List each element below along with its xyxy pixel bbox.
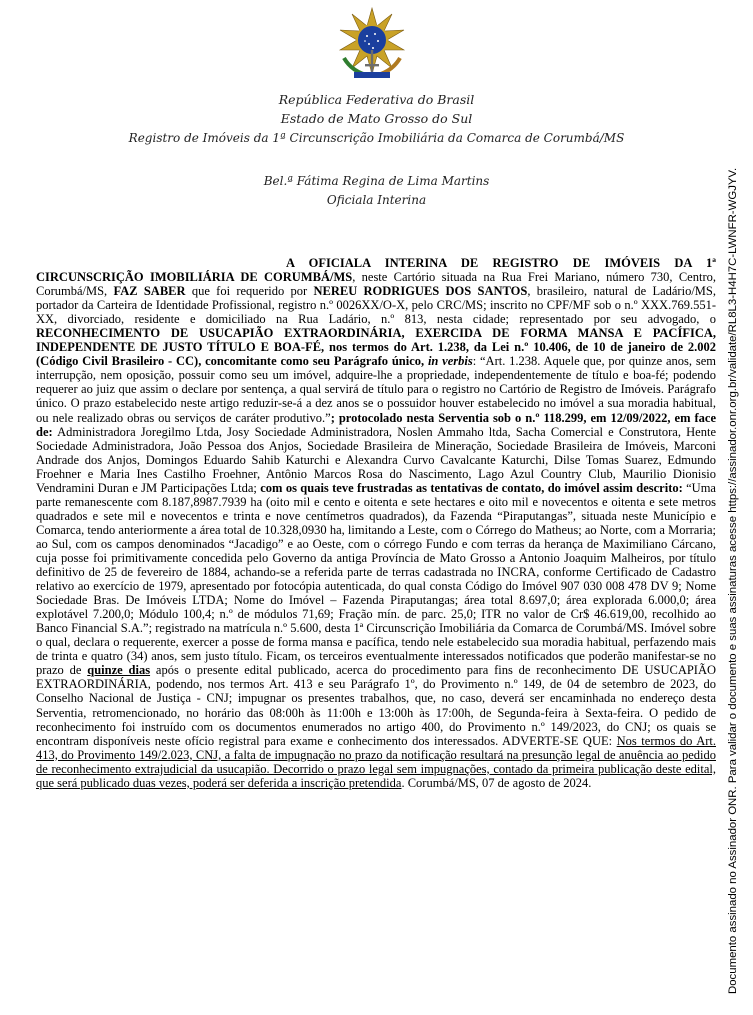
closing-date: . Corumbá/MS, 07 de agosto de 2024.	[401, 775, 592, 790]
faz-saber: FAZ SABER	[113, 284, 186, 299]
applicant-details: , brasileiro, natural de Ladário/MS, portador da Carteira de Identidade Profissional, registro n.º 0026XX/O-X, pelo CRC/MS; inscrito no CPF/MF sob o n.º XXX.769.551-XX, divorciado, residente e domiciliado na Rua Ladário, n.º 813, nesta cidade; representado por seu advogado, o	[36, 284, 716, 327]
header-state: Estado de Mato Grosso do Sul	[280, 111, 473, 126]
in-verbis: in verbis	[427, 354, 473, 369]
property-description: “Uma parte remanescente com 8.187,8987.7939 ha (oito mil e cento e oitenta e sete hectares e oito mil e novecentos e oitenta e sete metros quadrados e sete mil e novecentos e trinta e nove centímetros quadrados), da Fazenda “Piraputangas”, situada neste Município e Comarca, tendo anteriormente a área total de 10.328,0930 ha, limitando a Leste, com o Córrego do Matheus; ao Norte, com a Morraria; ao Sul, com os campos denominados “Jacadigo” e ao Oeste, com o córrego Fundo e com terras da herança de Maximiliano Cárcano, cuja posse foi primitivamente concedida pelo Governo da antiga Província de Mato Grosso a Antonio Joaquim Malheiros, por título definitivo de 25 de fevereiro de 1884, achando-se a referida parte de terras cadastrada no INCRA, conforme Certificado de Cadastro relativo ao exercício de 1979, apresentado por fotocópia autenticada, do qual consta Código do Imóvel 907 030 008 478 DV 9; Nome Sociedade Bras. De Imóveis LTDA; Nome do Imóvel – Fazenda Piraputangas; área total 8.697,0; área explorada 6.000,0; área explotável 7.200,0; Módulo 100,4; n.º de módulos 71,69; Fração mín. de parc. 25,0; ITR no valor de Cr$ 46.619,00, recolhido ao Banco Financial S.A.”; registrado na matrícula n.º 5.600, desta 1ª Circunscrição Imobiliária da Comarca de Corumbá/MS. Imóvel sobre o qual, declara o requerente, exercer a posse de forma mansa e pacífica, tendo nele estabelecido sua moradia habitual, perfazendo mais de trinta e quatro (34) anos, sem justo título. Ficam, os terceiros eventualmente interessados notificados que poderão manifestar-se no prazo de	[36, 480, 716, 678]
warning-text: Nos termos do Art. 413, do Provimento 149/2.023, CNJ, a falta de impugnação no prazo da notificação resultará na presunção legal de anuência ao pedido de reconhecimento extrajudicial da usucapião. Decorrido o prazo legal sem impugnações, contado da primeira publicação deste edital, que será publicado duas vezes, poderá ser deferida a inscrição pretendida	[36, 733, 716, 790]
signature-validation-note: Documento assinado no Assinador ONR. Para validar o documento e suas assinaturas acesse https://assinador.onr.org.br/validate/RL8L3-H4H7C-LWNFR-WGJYV.	[727, 167, 739, 994]
issuer-heading: A OFICIALA INTERINA DE REGISTRO DE IMÓVEIS DA 1ª CIRCUNSCRIÇÃO IMOBILIÁRIA DE CORUMBÁ/MS	[36, 256, 716, 285]
header-registry: Registro de Imóveis da 1ª Circunscrição Imobiliária da Comarca de Corumbá/MS	[128, 131, 625, 145]
request-title: RECONHECIMENTO DE USUCAPIÃO EXTRAORDINÁRIA, EXERCIDA DE FORMA MANSA E PACÍFICA, INDEPENDENTE DE JUSTO TÍTULO E BOA-FÉ, nos termos do Art. 1.238, da Lei n.º 10.406, de 10 de janeiro de 2.002 (Código Civil Brasileiro - CC), concomitante como seu Parágrafo único,	[36, 326, 716, 369]
deadline-quinze-dias: quinze dias	[87, 663, 151, 678]
property-intro: com os quais teve frustradas as tentativas de contato, do imóvel assim descrito:	[260, 480, 683, 495]
brazil-coat-of-arms-icon	[334, 6, 410, 82]
procedure-text: após o presente edital publicado, acerca do procedimento para fins de reconhecimento DE USUCAPIÃO EXTRAORDINÁRIA, podendo, nos termos Art. 413 e seu Parágrafo 1º, do Provimento n.º 149, de 04 de setembro de 2023, do Conselho Nacional de Justiça - CNJ; impugnar os presentes trabalhos, que, no caso, deverá ser encaminhada no endereço desta Serventia, retromencionado, no horário das 08:00h às 11:00h e 13:00h às 17:00h, de Segunda-feira à Sexta-feira. O pedido de reconhecimento foi instruído com os documentos enumerados no artigo 400, do Provimento n.º 149/2023, do CNJ; os quais se encontram disponíveis neste ofício registral para exame e conhecimento dos interessados. ADVERTE-SE QUE:	[36, 663, 717, 748]
header-republic: República Federativa do Brasil	[278, 92, 475, 107]
body-text-segment: , neste Cartório situada na Rua Frei Mariano, número 730, Centro, Corumbá/MS,	[36, 270, 716, 299]
protocol-info: ; protocolado nesta Serventia sob o n.º 118.299, em 12/09/2022, em face de:	[36, 410, 716, 439]
article-quote: : “Art. 1.238. Aquele que, por quinze anos, sem interrupção, nem oposição, possuir como seu um imóvel, adquire-lhe a propriedade, independentemente de título e boa-fé; podendo requerer ao juiz que assim o declare por sentença, a qual servirá de título para o registro no Cartório de Registro de Imóveis. Parágrafo único. O prazo estabelecido neste artigo reduzir-se-á a dez anos se o possuidor houver estabelecido no imóvel a sua moradia habitual, ou nele realizado obras ou serviços de caráter produtivo.”	[36, 354, 716, 425]
officer-title: Oficiala Interina	[326, 193, 427, 207]
body-text-segment: que foi requerido por	[185, 284, 314, 299]
officer-name: Bel.ª Fátima Regina de Lima Martins	[263, 174, 490, 188]
applicant-name: NEREU RODRIGUES DOS SANTOS	[313, 284, 528, 299]
edital-body	[36, 256, 716, 790]
respondents-list: Administradora Joregilmo Ltda, Josy Sociedade Administradora, Noslen Ammaho ltda, Sacha Comercial e Construtora, Hente Sociedade Administradora, João Pessoa dos Anjos, Sociedade Brasileira de Mineração, Sociedade Brasileira de Imóveis, Marconi Andrade dos Anjos, Domingos Eduardo Sahib Katurchi e Alexandra Curvo Cavalcante Katurchi, Dilse Tomas Suarez, Edmundo Froehner e Maria Ines Castilho Froehner, Antônio Marcos Rosa do Nascimento, Lago Azul Country Club, Maurilio Dionisio Vendramini Duran e JM Participações Ltda;	[36, 424, 716, 495]
